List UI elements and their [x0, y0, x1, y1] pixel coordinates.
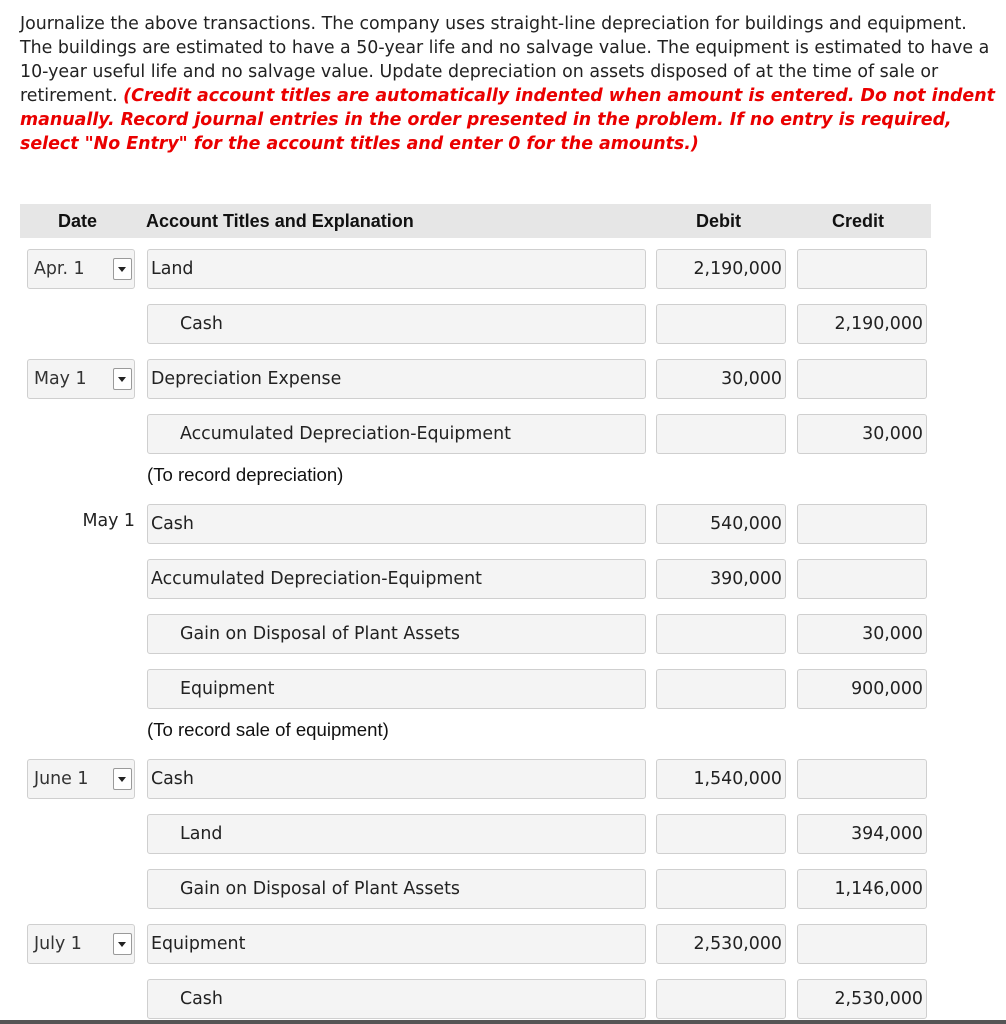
debit-input[interactable]: 540,000 — [656, 504, 786, 544]
account-title-input[interactable]: Land — [147, 249, 646, 289]
debit-input[interactable]: 1,540,000 — [656, 759, 786, 799]
chevron-down-icon[interactable] — [113, 258, 132, 280]
header-credit: Credit — [832, 211, 885, 231]
account-title-input[interactable]: Accumulated Depreciation-Equipment — [147, 559, 646, 599]
account-title-input[interactable]: Land — [147, 814, 646, 854]
account-title-input[interactable]: Accumulated Depreciation-Equipment — [147, 414, 646, 454]
debit-input[interactable] — [656, 869, 786, 909]
credit-input[interactable]: 2,530,000 — [797, 979, 927, 1019]
credit-input[interactable]: 30,000 — [797, 414, 927, 454]
chevron-down-icon[interactable] — [113, 933, 132, 955]
debit-input[interactable]: 2,530,000 — [656, 924, 786, 964]
date-select[interactable] — [27, 249, 135, 289]
account-title-input[interactable]: Equipment — [147, 924, 646, 964]
instructions-text: Journalize the above transactions. The company uses straight-line depreciation for buildings and equipment. The buildings are estimated to have a 50-year life and no salvage value. The equipment is estimated to have a 10-year useful life and no salvage value. Update depreciation on assets disposed of at the time of sale or retirement. — [20, 14, 990, 106]
journal-row — [0, 304, 1006, 344]
debit-input[interactable] — [656, 979, 786, 1019]
journal-row — [0, 559, 1006, 599]
credit-input[interactable] — [797, 559, 927, 599]
debit-input[interactable] — [656, 669, 786, 709]
journal-row — [0, 979, 1006, 1019]
chevron-down-icon[interactable] — [113, 368, 132, 390]
journal-row — [0, 814, 1006, 854]
account-title-input[interactable]: Equipment — [147, 669, 646, 709]
instructions — [20, 12, 995, 156]
account-title-input[interactable]: Depreciation Expense — [147, 359, 646, 399]
header-debit: Debit — [696, 211, 741, 231]
debit-input[interactable]: 2,190,000 — [656, 249, 786, 289]
instructions-note: (Credit account titles are automatically indented when amount is entered. Do not indent manually. Record journal entries in the order presented in the problem. If no entry is required, select "No Entry" for the account titles and enter 0 for the amounts.) — [20, 86, 995, 154]
chevron-down-icon[interactable] — [113, 768, 132, 790]
date-value: June 1 — [34, 769, 89, 789]
account-title-input[interactable]: Cash — [147, 304, 646, 344]
date-value: Apr. 1 — [34, 259, 85, 279]
debit-input[interactable]: 390,000 — [656, 559, 786, 599]
journal-row — [0, 759, 1006, 799]
date-select[interactable] — [27, 759, 135, 799]
header-date: Date — [58, 211, 98, 231]
debit-input[interactable] — [656, 414, 786, 454]
credit-input[interactable]: 1,146,000 — [797, 869, 927, 909]
credit-input[interactable] — [797, 924, 927, 964]
explanation-note: (To record sale of equipment) — [147, 719, 389, 740]
debit-input[interactable]: 30,000 — [656, 359, 786, 399]
credit-input[interactable] — [797, 504, 927, 544]
account-title-input[interactable]: Cash — [147, 979, 646, 1019]
explanation-note: (To record depreciation) — [147, 464, 344, 485]
journal-row — [0, 924, 1006, 964]
credit-input[interactable]: 900,000 — [797, 669, 927, 709]
credit-input[interactable] — [797, 249, 927, 289]
header-account: Account Titles and Explanation — [146, 211, 414, 231]
debit-input[interactable] — [656, 814, 786, 854]
date-value: July 1 — [34, 934, 82, 954]
credit-input[interactable]: 2,190,000 — [797, 304, 927, 344]
journal-row — [0, 614, 1006, 654]
credit-input[interactable]: 394,000 — [797, 814, 927, 854]
date-label: May 1 — [82, 511, 135, 531]
table-header — [20, 204, 931, 238]
bottom-border — [0, 1020, 1006, 1024]
journal-row — [0, 504, 1006, 544]
account-title-input[interactable]: Gain on Disposal of Plant Assets — [147, 614, 646, 654]
date-select[interactable] — [27, 359, 135, 399]
debit-input[interactable] — [656, 304, 786, 344]
credit-input[interactable] — [797, 359, 927, 399]
date-value: May 1 — [34, 369, 87, 389]
journal-row — [0, 669, 1006, 709]
credit-input[interactable]: 30,000 — [797, 614, 927, 654]
journal-row — [0, 249, 1006, 289]
credit-input[interactable] — [797, 759, 927, 799]
journal-row — [0, 869, 1006, 909]
journal-row — [0, 359, 1006, 399]
account-title-input[interactable]: Cash — [147, 759, 646, 799]
debit-input[interactable] — [656, 614, 786, 654]
account-title-input[interactable]: Cash — [147, 504, 646, 544]
date-select[interactable] — [27, 924, 135, 964]
account-title-input[interactable]: Gain on Disposal of Plant Assets — [147, 869, 646, 909]
journal-row — [0, 414, 1006, 454]
